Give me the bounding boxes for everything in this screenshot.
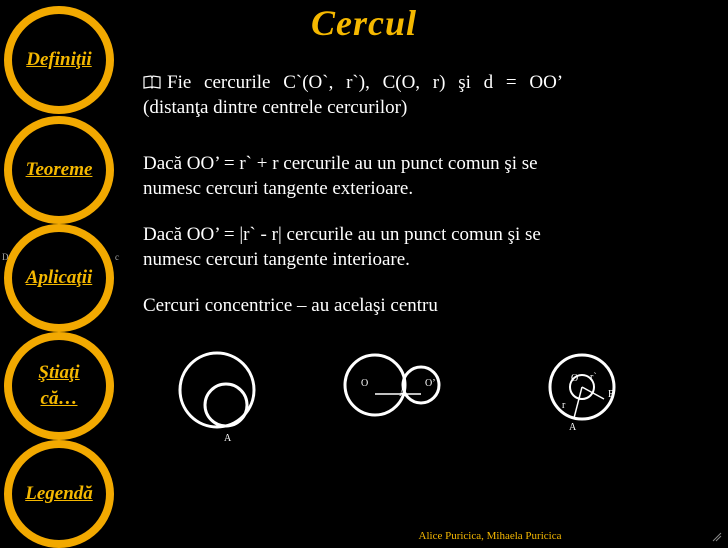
small-circle: [205, 384, 247, 426]
circle-o: [345, 355, 405, 415]
paragraph-concentric: Cercuri concentrice – au acelaşi centru: [143, 295, 438, 316]
slide-corner-icon[interactable]: [712, 532, 722, 542]
label-radius-r-prime: r`: [590, 372, 597, 383]
paragraph-interior-line2: numesc cercuri tangente interioare.: [143, 249, 410, 270]
label-point-a3: A: [569, 422, 577, 433]
page-title: Cercul: [310, 3, 417, 43]
paragraph-exterior-line2: numesc cercuri tangente exterioare.: [143, 178, 414, 199]
label-center-o: O: [571, 373, 579, 384]
label-point-o-prime: O’: [425, 378, 436, 389]
nav-label-legenda: Legendă: [25, 483, 93, 504]
diagram-concentric: [550, 355, 615, 433]
diagram-exterior-tangent: [345, 355, 439, 415]
label-point-a: A: [224, 433, 232, 444]
nav-label-definitii: Definiţii: [26, 49, 92, 70]
radius-r: [574, 387, 582, 418]
label-point-a2: A: [399, 388, 407, 399]
nav-label-aplicatii: Aplicaţii: [25, 267, 93, 288]
side-mark-right: c: [115, 252, 119, 262]
diagram-interior-tangent: [180, 353, 254, 444]
label-point-b: B: [608, 389, 615, 400]
paragraph-definition-line1: Fie cercurile C`(O`, r`), C(O, r) şi d = OO’: [167, 72, 564, 93]
paragraph-definition-line2: (distanţa dintre centrele cercurilor): [143, 97, 408, 118]
side-mark-left: D: [2, 252, 9, 262]
nav-label-stiati-line1: Ştiaţi: [38, 362, 80, 383]
nav-label-teoreme: Teoreme: [25, 159, 93, 180]
nav-label-stiati-line2: că…: [40, 388, 78, 409]
paragraph-interior-line1: Dacă OO’ = |r` - r| cercurile au un punct comun şi se: [143, 224, 541, 245]
label-radius-r: r: [562, 400, 566, 411]
paragraph-exterior-line1: Dacă OO’ = r` + r cercurile au un punct comun şi se: [143, 153, 538, 174]
label-point-o: O: [361, 378, 369, 389]
footer-authors: Alice Puricica, Mihaela Puricica: [418, 530, 562, 542]
